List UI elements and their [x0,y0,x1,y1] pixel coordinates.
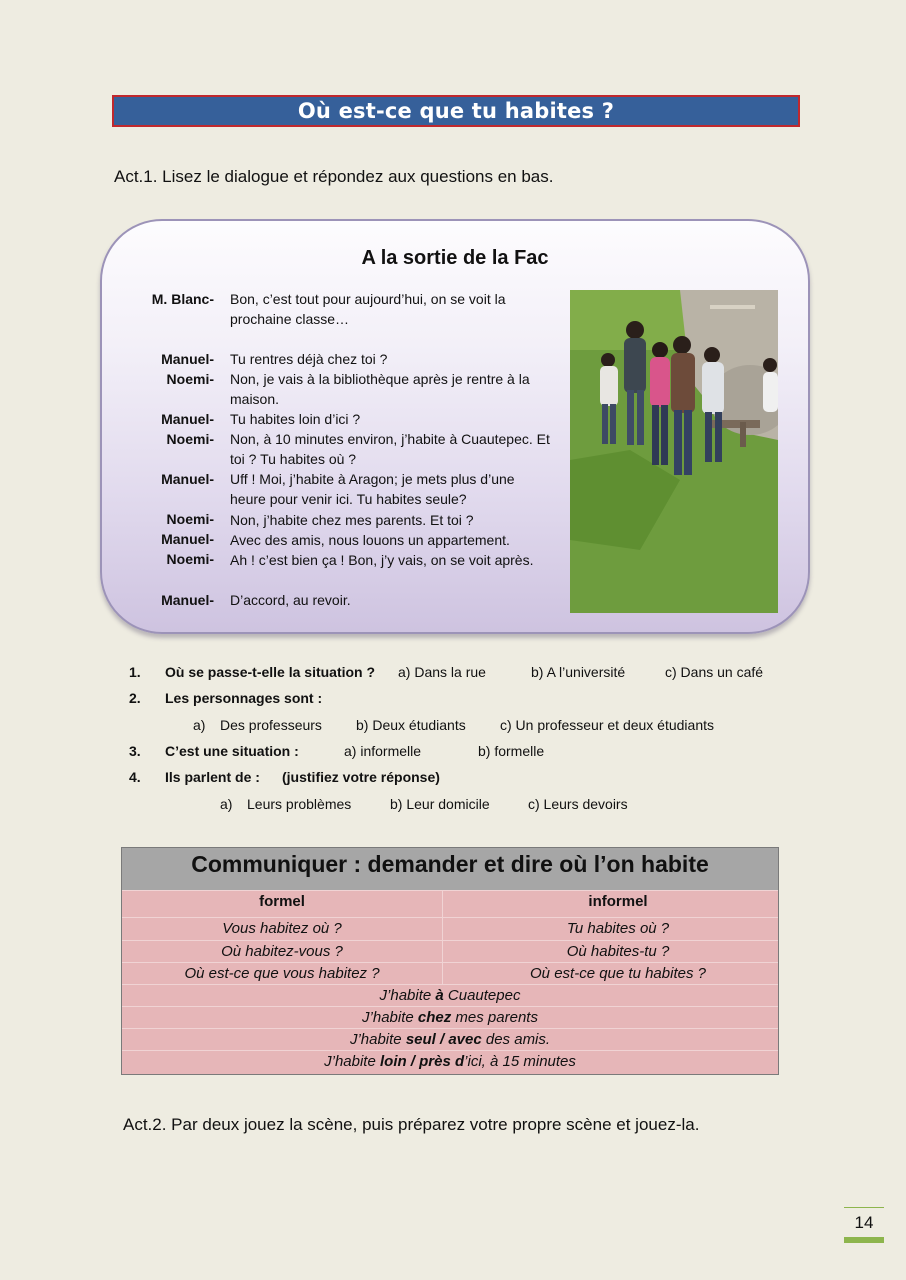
shared-phrase: J’habite à Cuautepec [379,987,521,1004]
question-number: 2. [129,690,141,706]
question-number: 4. [129,769,141,785]
answer-option: Leurs problèmes [247,796,352,812]
answer-letter: a) [193,717,206,733]
shared-phrase: J’habite loin / près d’ici, à 15 minutes [324,1053,576,1070]
formal-phrase: Vous habitez où ? [222,920,342,937]
page-number-top-rule [844,1207,884,1208]
dialogue-speaker: Manuel- [161,592,214,608]
page-number-box [844,1207,884,1242]
communicate-table [121,847,779,1075]
question-number: 3. [129,743,141,759]
answer-option: Des professeurs [220,717,322,733]
answer-option: a) informelle [344,743,422,759]
formal-phrase: Où est-ce que vous habitez ? [184,965,380,982]
question-text: C’est une situation : [165,743,299,759]
dialogue-line: Uff ! Moi, j’habite à Aragon; je mets plus d’une heure pour venir ici. Tu habites seule? [230,471,515,507]
dialogue-speaker: Noemi- [166,431,214,447]
question-number: 1. [129,664,141,680]
dialogue-line: Non, à 10 minutes environ, j’habite à Cuautepec. Et toi ? Tu habites où ? [230,431,550,467]
informal-phrase: Où habites-tu ? [566,943,670,960]
question-text: Les personnages sont : [165,690,323,706]
question-text: Ils parlent de : [165,769,260,785]
dialogue-speaker: Noemi- [166,371,214,387]
table-row [122,962,778,985]
dialogue-speaker: M. Blanc- [151,291,214,307]
act1-instruction: Act.1. Lisez le dialogue et répondez aux questions en bas. [114,167,554,186]
dialogue-line: Tu rentres déjà chez toi ? [230,351,388,367]
table-row-shared [122,1006,778,1029]
answer-option: b) formelle [478,743,545,759]
dialogue-speaker: Manuel- [161,411,214,427]
dialogue-line: Bon, c’est tout pour aujourd’hui, on se voit la prochaine classe… [230,291,506,327]
answer-option: b) Leur domicile [390,796,490,812]
dialogue-speaker: Manuel- [161,351,214,367]
formal-phrase: Où habitez-vous ? [221,943,343,960]
page-number-bar [844,1237,884,1243]
question-note: (justifiez votre réponse) [282,769,440,785]
answer-option: c) Un professeur et deux étudiants [500,717,715,733]
students-illustration [570,290,778,613]
informal-phrase: Tu habites où ? [566,920,670,937]
question-text: Où se passe-t-elle la situation ? [165,664,376,680]
table-row-shared [122,1028,778,1051]
answer-option: c) Dans un café [665,664,764,680]
page-title: Où est-ce que tu habites ? [297,99,615,123]
shared-phrase: J’habite chez mes parents [362,1009,538,1026]
communicate-title: Communiquer : demander et dire où l’on habite [122,848,778,890]
page-number: 14 [854,1213,874,1232]
dialogue-line: Non, je vais à la bibliothèque après je rentre à la maison. [230,371,530,407]
dialogue-line: Ah ! c’est bien ça ! Bon, j’y vais, on se voit après. [230,552,534,568]
table-row [122,940,778,963]
column-header-formal: formel [259,893,305,910]
answer-option: c) Leurs devoirs [528,796,628,812]
table-row-shared [122,1050,778,1073]
answer-letter: a) [220,796,233,812]
informal-phrase: Où est-ce que tu habites ? [530,965,706,982]
answer-option: a) Dans la rue [398,664,486,680]
dialogue-speaker: Noemi- [166,551,214,567]
answer-option: b) Deux étudiants [356,717,466,733]
dialogue-title: A la sortie de la Fac [361,247,549,269]
table-row-shared [122,984,778,1007]
dialogue-line: D’accord, au revoir. [230,592,351,608]
dialogue-speaker: Manuel- [161,531,214,547]
shared-phrase: J’habite seul / avec des amis. [349,1031,551,1048]
page-title-banner [112,95,800,127]
dialogue-speaker: Noemi- [166,511,214,527]
dialogue-line: Tu habites loin d’ici ? [230,411,361,427]
dialogue-line: Non, j’habite chez mes parents. Et toi ? [230,512,474,528]
act2-instruction: Act.2. Par deux jouez la scène, puis préparez votre propre scène et jouez-la. [123,1115,700,1134]
table-row [122,917,778,940]
campus-photo [570,290,778,613]
column-header-informal: informel [588,893,648,910]
dialogue-line: Avec des amis, nous louons un appartement. [230,532,510,548]
answer-option: b) A l’université [531,664,626,680]
dialogue-speaker: Manuel- [161,471,214,487]
